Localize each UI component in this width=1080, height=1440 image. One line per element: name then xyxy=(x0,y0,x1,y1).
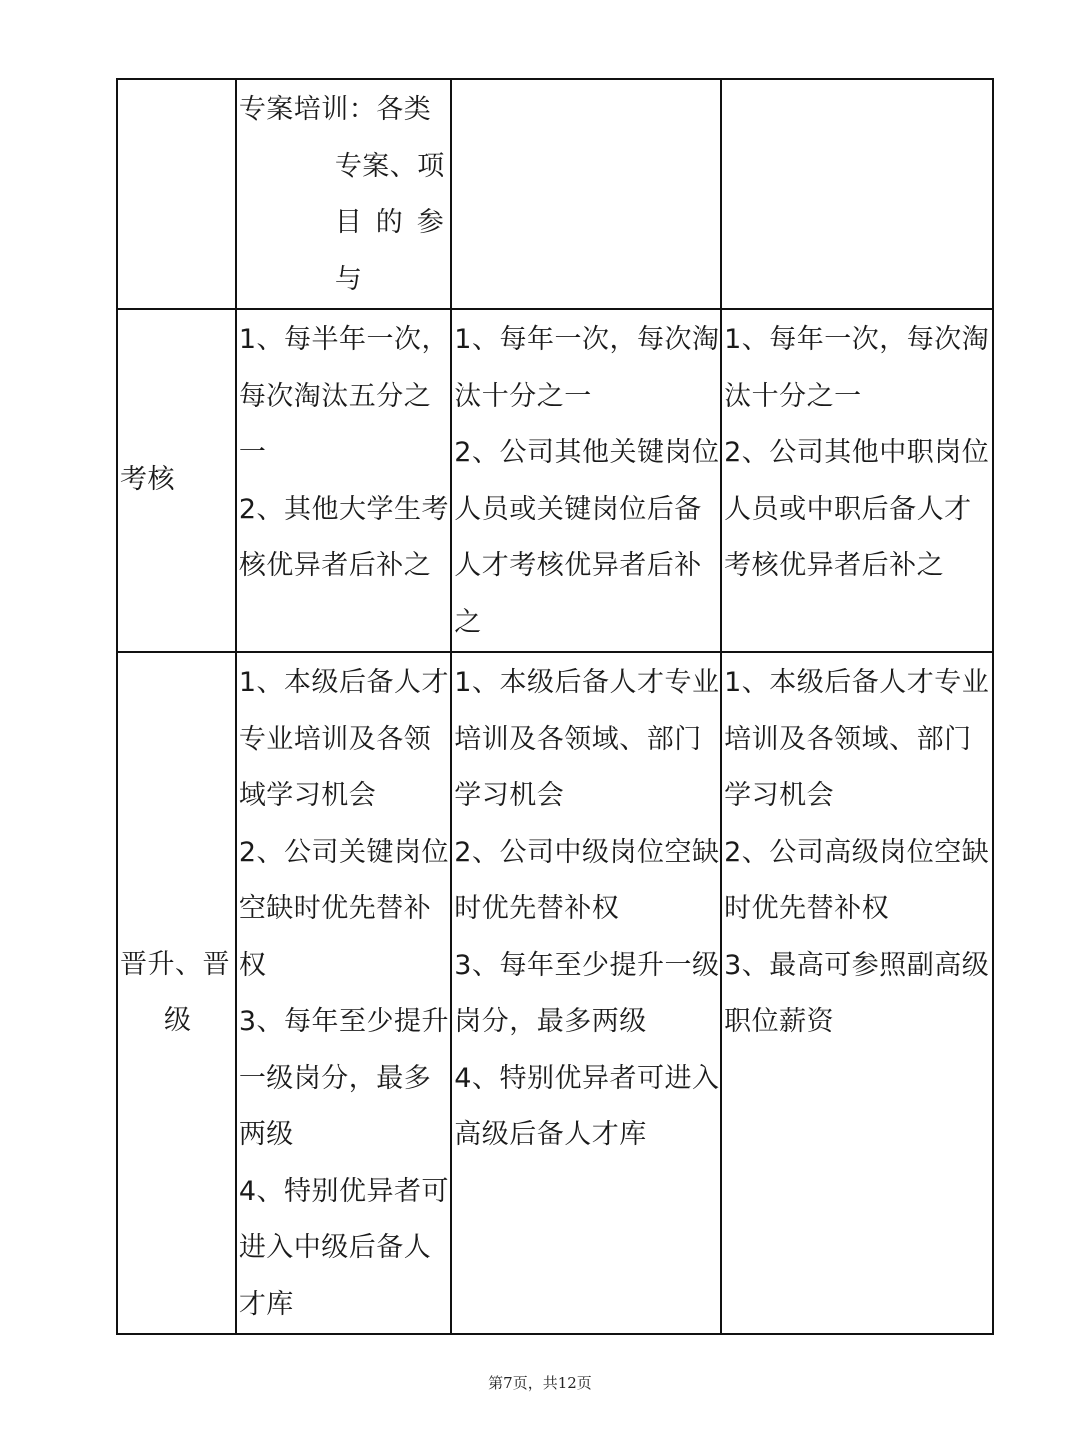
cell-line: 一 xyxy=(238,437,267,468)
cell-line: 时优先替补权 xyxy=(724,893,890,924)
table-cell-empty xyxy=(721,79,993,309)
cell-line: 人员或中职后备人才 xyxy=(724,493,972,525)
cell-line: 目的参 xyxy=(334,207,458,238)
policy-table xyxy=(116,78,994,1335)
cell-line: 1、每年一次，每次淘 xyxy=(724,324,990,355)
cell-line: 专案培训：各类 xyxy=(238,94,432,125)
cell-line: 专案、项 xyxy=(334,150,445,182)
cell-line: 培训及各领域、部门 xyxy=(454,723,702,755)
row-label-promotion xyxy=(117,652,236,1334)
table-cell xyxy=(236,652,451,1334)
cell-line: 域学习机会 xyxy=(238,780,377,811)
cell-line: 一级岗分，最多 xyxy=(238,1062,432,1094)
row-label-line: 晋升、晋 xyxy=(120,948,230,980)
cell-line: 1、本级后备人才专业 xyxy=(724,667,990,698)
cell-line: 汰十分之一 xyxy=(724,380,862,412)
row-label-assessment: 考核 xyxy=(117,309,236,652)
cell-line: 3、每年至少提升 xyxy=(238,1006,449,1037)
cell-line: 进入中级后备人 xyxy=(238,1232,432,1263)
cell-lines xyxy=(722,653,992,1051)
table-cell xyxy=(721,309,993,652)
cell-lines xyxy=(452,653,720,1164)
cell-line: 高级后备人才库 xyxy=(454,1119,647,1150)
cell-line: 2、公司其他中职岗位 xyxy=(724,437,990,468)
cell-line: 人员或关键岗位后备 xyxy=(454,493,702,525)
table-cell xyxy=(451,652,721,1334)
cell-line: 专业培训及各领 xyxy=(238,723,432,755)
table-cell xyxy=(721,652,993,1334)
table-row xyxy=(117,309,993,652)
page-number: 第7页，共12页 xyxy=(488,1374,592,1392)
cell-line: 岗分，最多两级 xyxy=(454,1006,647,1037)
cell-lines xyxy=(452,310,720,651)
table-row xyxy=(117,79,993,309)
cell-line: 核优异者后补之 xyxy=(238,550,432,581)
table-cell xyxy=(236,309,451,652)
cell-lines xyxy=(237,653,450,1333)
row-label-line: 级 xyxy=(164,1005,192,1036)
cell-line: 两级 xyxy=(238,1119,294,1150)
cell-line: 2、公司高级岗位空缺 xyxy=(724,836,990,868)
table-cell xyxy=(236,79,458,309)
cell-line: 学习机会 xyxy=(724,780,835,811)
cell-line: 才库 xyxy=(238,1288,294,1320)
cell-line: 之 xyxy=(454,606,482,638)
table-cell-empty xyxy=(451,79,721,309)
cell-line: 4、特别优异者可进入 xyxy=(454,1062,720,1094)
cell-line: 空缺时优先替补 xyxy=(238,893,432,924)
cell-line: 每次淘汰五分之 xyxy=(238,380,432,412)
cell-line: 1、本级后备人才专业 xyxy=(454,667,720,698)
cell-lines xyxy=(237,310,450,595)
cell-line: 4、特别优异者可 xyxy=(238,1175,449,1207)
cell-line: 培训及各领域、部门 xyxy=(724,723,972,755)
cell-line: 1、本级后备人才 xyxy=(238,667,449,698)
cell-line: 考核优异者后补之 xyxy=(724,550,945,581)
cell-line: 2、公司中级岗位空缺 xyxy=(454,836,720,868)
cell-line: 职位薪资 xyxy=(724,1006,835,1037)
cell-line: 1、每半年一次， xyxy=(238,324,449,355)
cell-line: 时优先替补权 xyxy=(454,893,620,924)
cell-line: 1、每年一次，每次淘 xyxy=(454,324,720,355)
cell-line: 权 xyxy=(238,949,267,981)
cell-line: 与 xyxy=(334,263,363,295)
cell-line: 2、公司关键岗位 xyxy=(238,836,449,868)
cell-line: 学习机会 xyxy=(454,780,565,811)
cell-line: 2、其他大学生考 xyxy=(238,493,449,525)
cell-line: 3、每年至少提升一级 xyxy=(454,949,720,981)
table-cell-empty xyxy=(117,79,236,309)
cell-lines xyxy=(722,310,992,595)
cell-line: 3、最高可参照副高级 xyxy=(724,949,990,981)
cell-line: 2、公司其他关键岗位 xyxy=(454,437,720,468)
cell-line: 汰十分之一 xyxy=(454,380,592,412)
table-row xyxy=(117,652,993,1334)
cell-line: 人才考核优异者后补 xyxy=(454,550,702,581)
table-cell xyxy=(451,309,721,652)
